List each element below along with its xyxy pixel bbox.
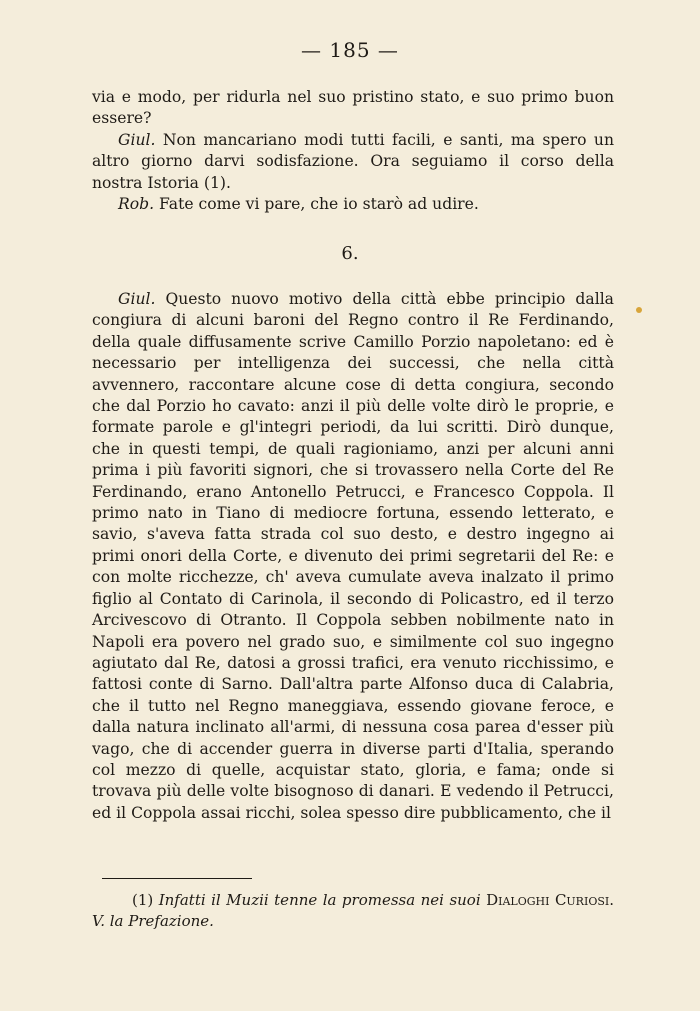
margin-mark: [636, 307, 642, 313]
speaker-rob: Rob.: [118, 195, 155, 214]
main-speaker: Giul.: [118, 290, 156, 308]
footnote-marker: (1): [132, 891, 154, 909]
continuation-paragraph: [92, 87, 614, 130]
footnote-small-caps-text: Dialoghi Curiosi.: [486, 891, 614, 909]
footnote-divider: [102, 878, 252, 879]
main-paragraph-text: Questo nuovo motivo della città ebbe principio dalla congiura di alcuni baroni del Regno contro il Re Ferdinando, della quale diffusamente scrive Camillo Porzio napoletano: ed è necessario per intelligenza dei successi, che nella città avvennero, raccontare alcune cose di detta congiura, secondo che dal Porzio ho cavato: anzi il più delle volte dirò le proprie, e formate parole e gl'integri periodi, da lui scritti. Dirò dunque, che in questi tempi, de quali ragioniamo, anzi per alcuni anni prima i più favoriti signori, che si trovassero nella Corte del Re Ferdinando, erano Antonello Petrucci, e Francesco Coppola. Il primo nato in Tiano di mediocre fortuna, essendo letterato, e savio, s'aveva fatta strada col suo desto, e destro ingegno ai primi onori della Corte, e divenuto dei primi segretarii del Re: e con molte ricchezze, ch' aveva cumulate aveva inalzato il primo figlio al Contato di Carinola, il secondo di Policastro, ed il terzo Arcivescovo di Otranto. Il Coppola sebben nobilmente nato in Napoli era povero nel grado suo, e similmente col suo ingegno agiutato dal Re, datosi a grossi trafici, era venuto ricchissimo, e fattosi conte di Sarno. Dall'altra parte Alfonso duca di Calabria, che il tutto nel Regno maneggiava, essendo giovane feroce, e dalla natura inclinato all'armi, di nessuna cosa parea d'esser più vago, che di accender guerra in diverse parti d'Italia, sperando col mezzo di quelle, acquistar stato, gloria, e fama; onde si trovava più delle volte bisognoso di danari. E vedendo il Petrucci, ed il Coppola assai ricchi, solea spesso dire pubblicamento, che il: [92, 290, 614, 822]
footnote-reference: V. la Prefazione.: [92, 912, 214, 930]
dialogue-paragraph-rob: [92, 194, 614, 215]
section-number: 6.: [341, 243, 359, 264]
speaker-giul: Giul.: [118, 130, 156, 149]
dialogue-text-giul: Non mancariano modi tutti facili, e santi, ma spero un altro giorno darvi sodisfazione. Ora seguiamo il corso della nostra Istoria (1).: [92, 130, 614, 192]
opening-text-block: [92, 87, 614, 215]
footnote-paragraph: [92, 890, 614, 932]
continuation-text: via e modo, per ridurla nel suo pristino stato, e suo primo buon essere?: [92, 88, 614, 128]
footnote: [92, 890, 614, 932]
main-text-block: [92, 289, 614, 824]
main-paragraph: [92, 289, 614, 824]
footnote-italic-text: Infatti il Muzii tenne la promessa nei suoi: [158, 891, 481, 909]
dialogue-paragraph-giul: [92, 130, 614, 194]
dialogue-text-rob: Fate come vi pare, che io starò ad udire.: [159, 195, 479, 214]
page-number: — 185 —: [301, 38, 399, 62]
